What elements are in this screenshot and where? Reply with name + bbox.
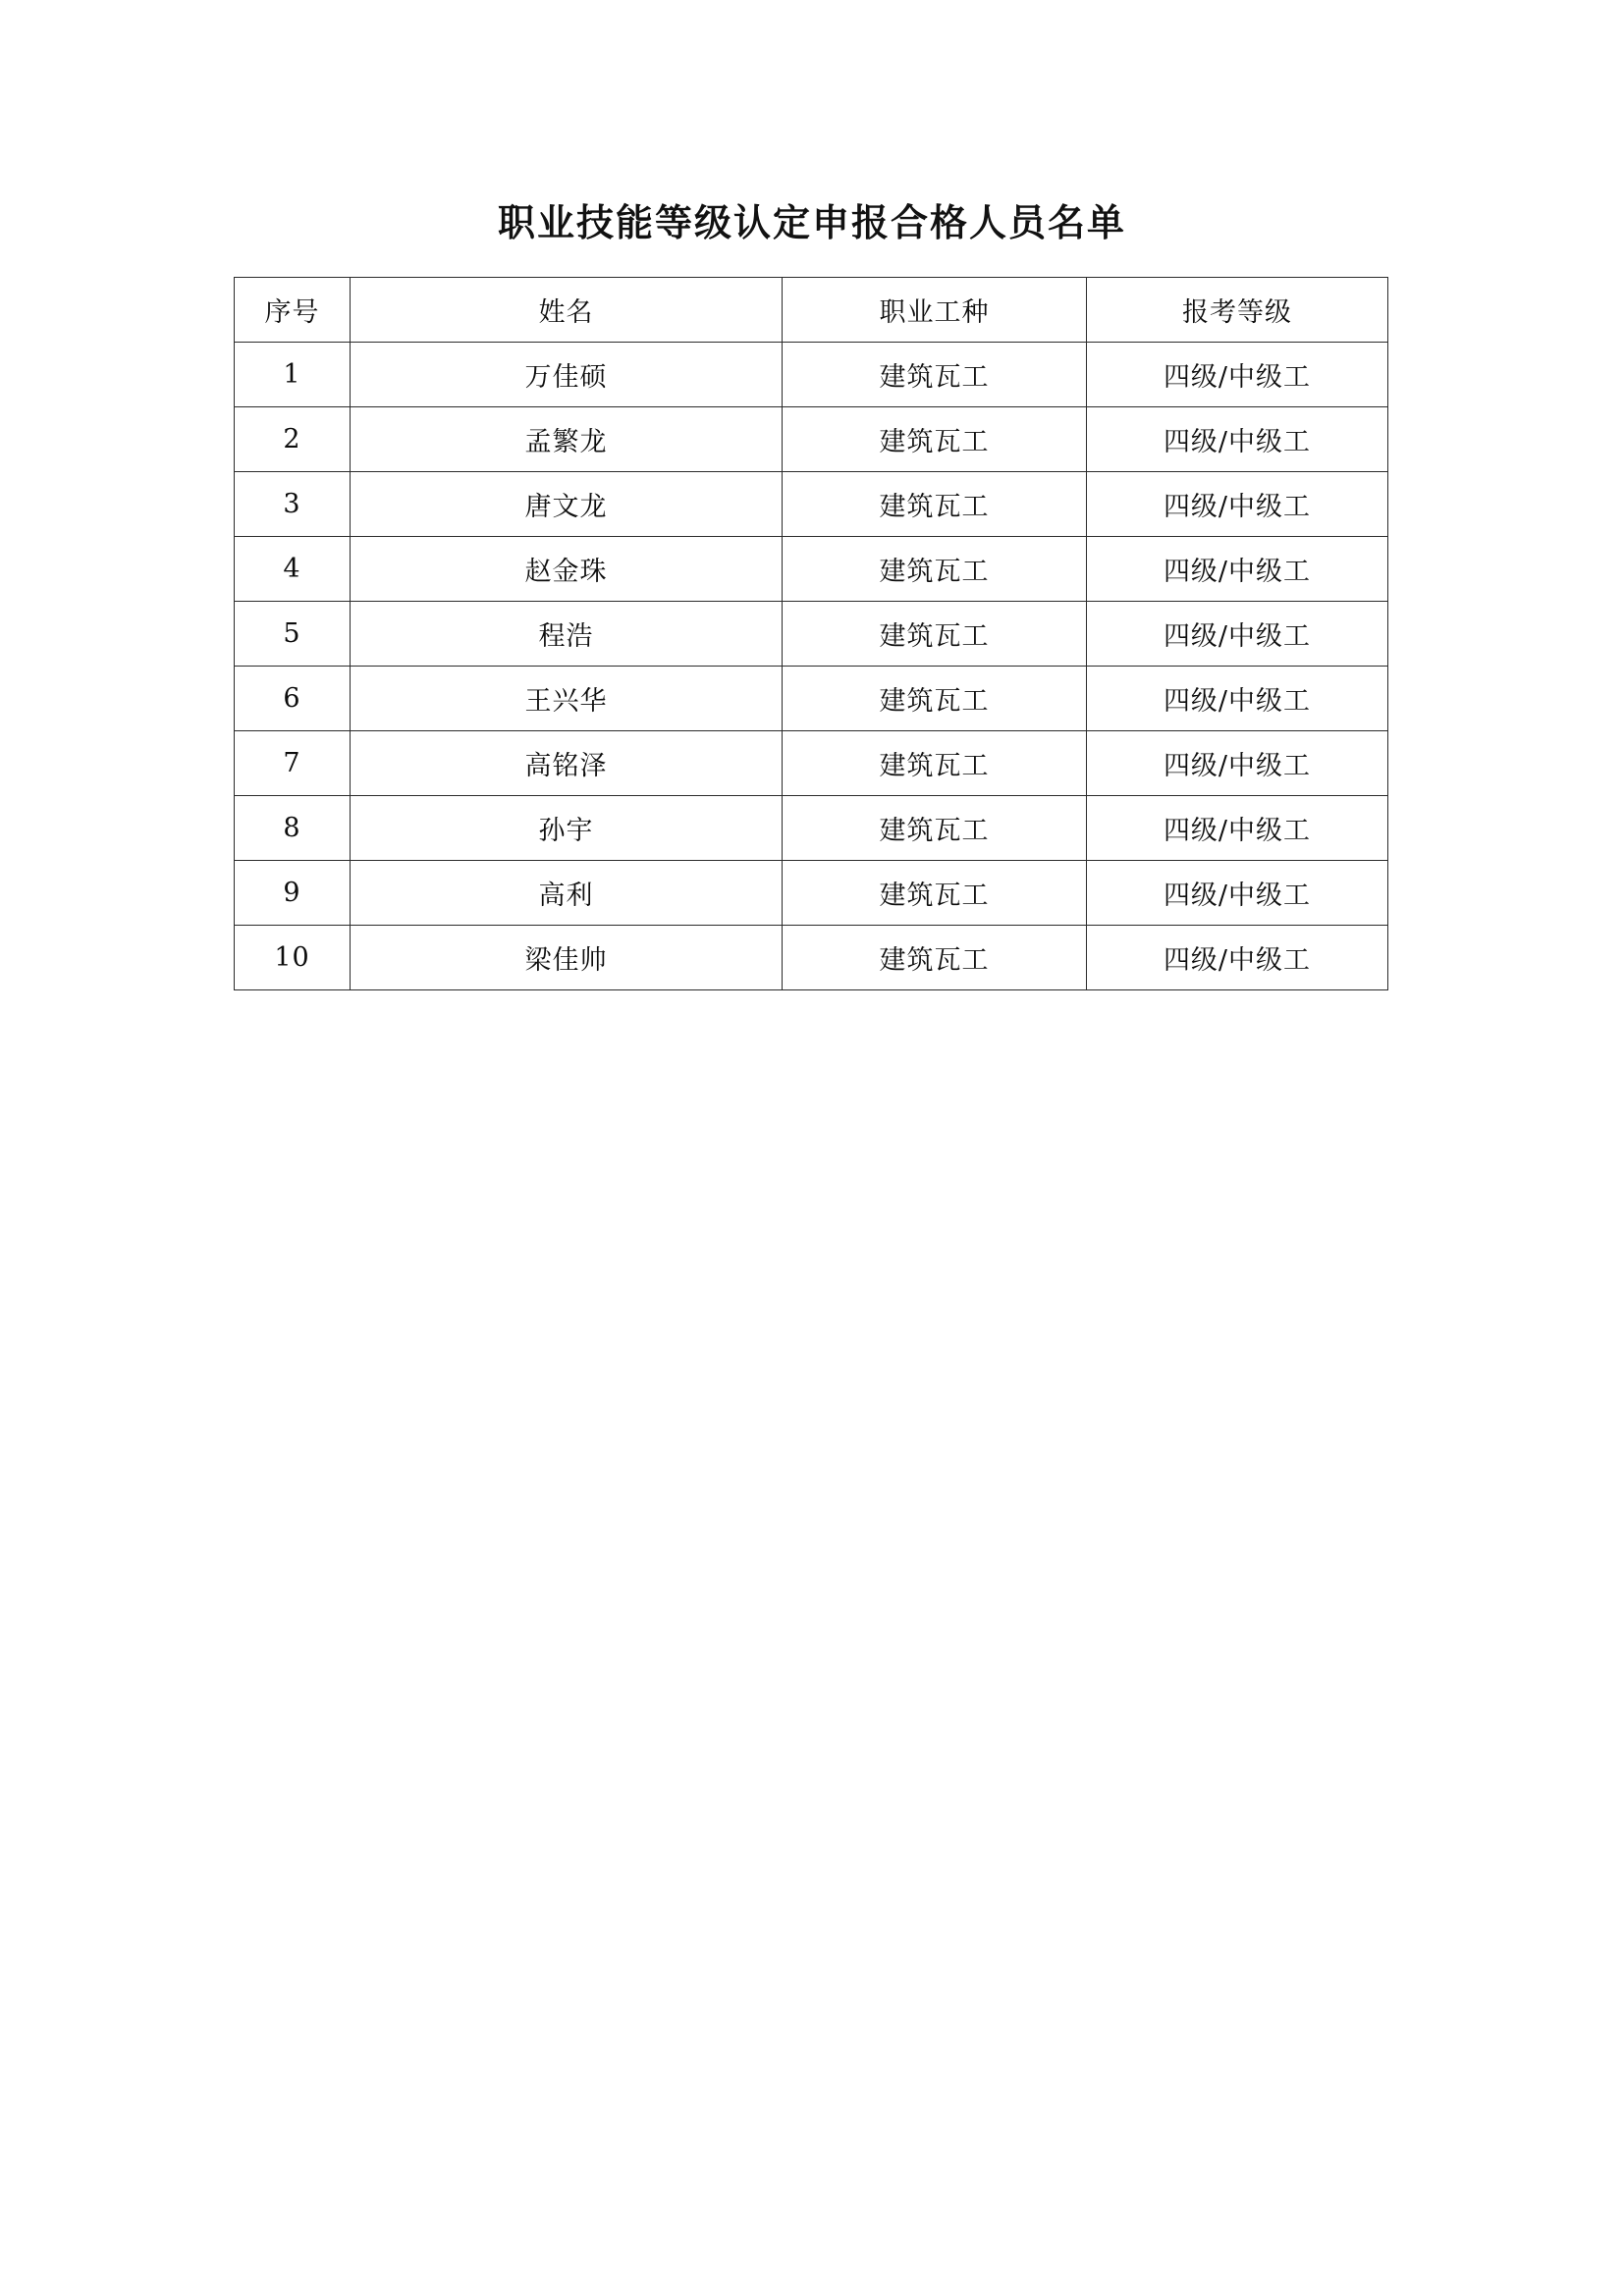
cell-index: 6 (235, 667, 351, 731)
cell-level: 四级/中级工 (1087, 343, 1388, 407)
cell-name: 赵金珠 (351, 537, 783, 602)
cell-name: 梁佳帅 (351, 926, 783, 990)
cell-job: 建筑瓦工 (783, 926, 1087, 990)
cell-name: 孙宇 (351, 796, 783, 861)
cell-index: 3 (235, 472, 351, 537)
cell-name: 万佳硕 (351, 343, 783, 407)
qualified-personnel-table (234, 277, 1388, 990)
column-header-index: 序号 (235, 278, 351, 343)
cell-name: 孟繁龙 (351, 407, 783, 472)
cell-job: 建筑瓦工 (783, 667, 1087, 731)
table-row (235, 343, 1388, 407)
column-header-name: 姓名 (351, 278, 783, 343)
cell-name: 高利 (351, 861, 783, 926)
cell-level: 四级/中级工 (1087, 796, 1388, 861)
column-header-level: 报考等级 (1087, 278, 1388, 343)
table-row (235, 731, 1388, 796)
cell-index: 7 (235, 731, 351, 796)
table-row (235, 407, 1388, 472)
cell-index: 2 (235, 407, 351, 472)
table-row (235, 861, 1388, 926)
cell-name: 程浩 (351, 602, 783, 667)
cell-level: 四级/中级工 (1087, 731, 1388, 796)
cell-job: 建筑瓦工 (783, 537, 1087, 602)
cell-job: 建筑瓦工 (783, 472, 1087, 537)
cell-level: 四级/中级工 (1087, 667, 1388, 731)
cell-level: 四级/中级工 (1087, 472, 1388, 537)
cell-job: 建筑瓦工 (783, 731, 1087, 796)
cell-job: 建筑瓦工 (783, 343, 1087, 407)
table-row (235, 472, 1388, 537)
table-row (235, 602, 1388, 667)
column-header-job: 职业工种 (783, 278, 1087, 343)
table-row (235, 926, 1388, 990)
cell-level: 四级/中级工 (1087, 407, 1388, 472)
table-row (235, 667, 1388, 731)
table-row (235, 537, 1388, 602)
table-row (235, 796, 1388, 861)
cell-level: 四级/中级工 (1087, 861, 1388, 926)
table-header-row (235, 278, 1388, 343)
cell-level: 四级/中级工 (1087, 602, 1388, 667)
cell-job: 建筑瓦工 (783, 861, 1087, 926)
cell-job: 建筑瓦工 (783, 796, 1087, 861)
cell-index: 4 (235, 537, 351, 602)
cell-name: 唐文龙 (351, 472, 783, 537)
qualified-personnel-table-wrapper (234, 277, 1387, 990)
cell-job: 建筑瓦工 (783, 602, 1087, 667)
cell-job: 建筑瓦工 (783, 407, 1087, 472)
cell-name: 王兴华 (351, 667, 783, 731)
cell-name: 高铭泽 (351, 731, 783, 796)
cell-index: 8 (235, 796, 351, 861)
page-title: 职业技能等级认定申报合格人员名单 (497, 200, 1126, 244)
cell-index: 9 (235, 861, 351, 926)
cell-index: 1 (235, 343, 351, 407)
cell-level: 四级/中级工 (1087, 537, 1388, 602)
cell-index: 5 (235, 602, 351, 667)
cell-level: 四级/中级工 (1087, 926, 1388, 990)
cell-index: 10 (235, 926, 351, 990)
